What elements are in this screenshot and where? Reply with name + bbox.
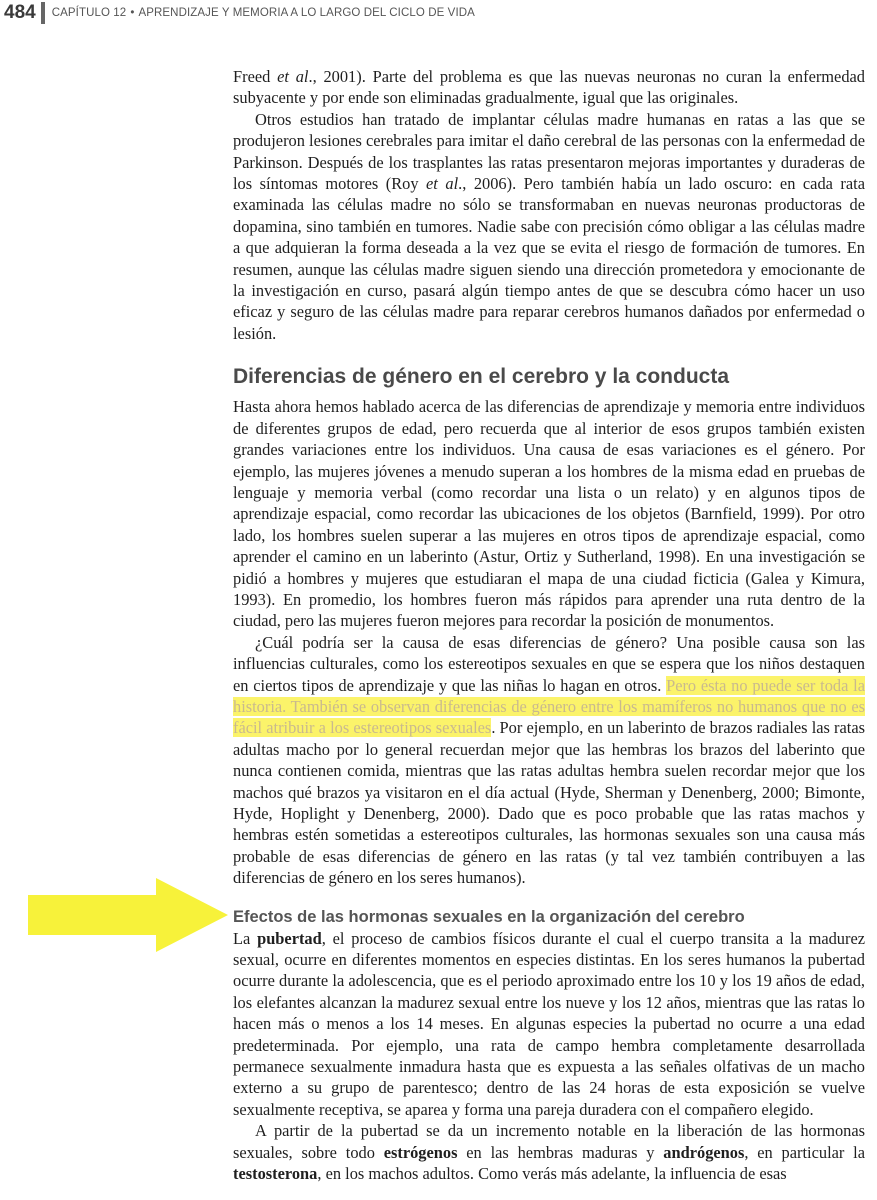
header-divider bbox=[41, 2, 45, 24]
section-heading: Diferencias de género en el cerebro y la conducta bbox=[233, 365, 730, 389]
key-term-androgenos: andrógenos bbox=[663, 1142, 745, 1162]
paragraph-gender-causes: ¿Cuál podría ser la causa de esas diferencias de género? Una posible causa son las influencias culturales, como los estereotipos sexuales en que se espera que los niños destaquen en ciertos tipos de aprendizaje y que las niñas lo hagan en otros. Pero ésta no puede ser toda la historia. También se observan diferencias de género entre los mamíferos no humanos que no es fácil atribuir a los estereotipos sexuales. Por ejemplo, en un laberinto de brazos radiales las ratas adultas macho por lo general recuerdan mejor que las hembras los brazos del laberinto que nunca contienen comida, mientras que las ratas adultas hembra suelen recordar mejor que los machos qué brazos ya visitaron en el día actual (Hyde, Sherman y Denenberg, 2000; Bimonte, Hyde, Hoplight y Denenberg, 2000). Dado que es poco probable que las ratas machos y hembras estén sometidas a estereotipos culturales, las hormonas sexuales son una causa más probable de esas diferencias de género en las ratas (y tal vez también contribuyen a las diferencias de género en los seres humanos). bbox=[233, 632, 865, 888]
key-term-testosterona: testosterona bbox=[233, 1164, 318, 1184]
paragraph-hormones: A partir de la pubertad se da un incremento notable en la liberación de las hormonas sexuales, sobre todo estrógenos en las hembras maduras y andrógenos, en particular la testosterona, en los machos adultos. Como verás más adelante, la influencia de esas bbox=[233, 1121, 865, 1184]
chapter-label: CAPÍTULO 12 bbox=[51, 7, 127, 19]
page-number: 484 bbox=[4, 2, 36, 23]
key-term-pubertad: pubertad bbox=[257, 928, 322, 948]
paragraph-stem-cells: Otros estudios han tratado de implantar células madre humanas en ratas a las que se produjeron lesiones cerebrales para imitar el daño cerebral de las personas con la enfermedad de Parkinson. Después de los trasplantes las ratas presentaron mejoras importantes y duraderas de los síntomas motores (Roy et al., 2006). Pero también había un lado oscuro: en cada rata examinada las células madre no sólo se transformaban en nuevas neuronas productoras de dopamina, sino también en tumores. Nadie sabe con precisión cómo obligar a las células madre a que adquieran la forma deseada a la vez que se evita el riesgo de formación de tumores. En resumen, aunque las células madre siguen siendo una dirección prometedora y emocionante de la investigación en curso, pasará algún tiempo antes de que se descubra cómo hacer un uso eficaz y seguro de las células madre para reparar cerebros humanos dañados por enfermedad o lesión. bbox=[233, 109, 865, 343]
chapter-title: APRENDIZAJE Y MEMORIA A LO LARGO DEL CICLO DE VIDA bbox=[138, 7, 475, 19]
arrow-shape bbox=[28, 878, 228, 952]
yellow-arrow-annotation bbox=[28, 878, 228, 952]
subsection-heading: Efectos de las hormonas sexuales en la organización del cerebro bbox=[233, 907, 745, 926]
paragraph-continuation: Freed et al., 2001). Parte del problema es que las nuevas neuronas no curan la enfermedad subyacente y por ende son eliminadas gradualmente, igual que las originales. bbox=[233, 67, 865, 108]
highlighted-text[interactable]: Pero ésta no puede ser toda la historia. También se observan diferencias de género entre los mamíferos no humanos que no es fácil atribuir a los estereotipos sexuales bbox=[233, 675, 865, 738]
paragraph-puberty: La pubertad, el proceso de cambios físicos durante el cual el cuerpo transita a la madurez sexual, ocurre en diferentes momentos en especies distintas. En los seres humanos la pubertad ocurre durante la adolescencia, que es el periodo aproximado entre los 10 y los 19 años de edad, los elefantes alcanzan la madurez sexual entre los nueve y los 12 años, mientras que las ratas lo hacen más o menos a los 14 meses. En algunas especies la pubertad no ocurre a una edad predeterminada. Por ejemplo, una rata de campo hembra completamente desarrollada permanece sexualmente inmadura hasta que es expuesta a las señales olfativas de un macho externo a su grupo de parentesco; dentro de las 24 horas de esta exposición se vuelve sexualmente receptiva, se aparea y forma una pareja duradera con el compañero elegido. bbox=[233, 928, 865, 1119]
running-header bbox=[0, 0, 877, 26]
header-bullet: • bbox=[130, 7, 135, 19]
key-term-estrogenos: estrógenos bbox=[383, 1142, 458, 1162]
running-title bbox=[52, 7, 475, 19]
paragraph-gender-intro: Hasta ahora hemos hablado acerca de las diferencias de aprendizaje y memoria entre individuos de diferentes grupos de edad, pero recuerda que al interior de esos grupos también existen grandes variaciones entre los individuos. Una causa de esas variaciones es el género. Por ejemplo, las mujeres jóvenes a menudo superan a los hombres de la misma edad en pruebas de lenguaje y memoria verbal (como recordar una lista o un relato) y en algunos tipos de aprendizaje espacial, como recordar las ubicaciones de los objetos (Barnfield, 1999). Por otro lado, los hombres suelen superar a las mujeres en otros tipos de aprendizaje espacial, como aprender el camino en un laberinto (Astur, Ortiz y Sutherland, 1998). En una investigación se pidió a hombres y mujeres que estudiaran el mapa de una ciudad ficticia (Galea y Kimura, 1993). En promedio, los hombres fueron más rápidos para aprender una ruta dentro de la ciudad, pero las mujeres fueron mejores para recordar la posición de monumentos. bbox=[233, 397, 865, 631]
page-body bbox=[233, 66, 865, 1185]
